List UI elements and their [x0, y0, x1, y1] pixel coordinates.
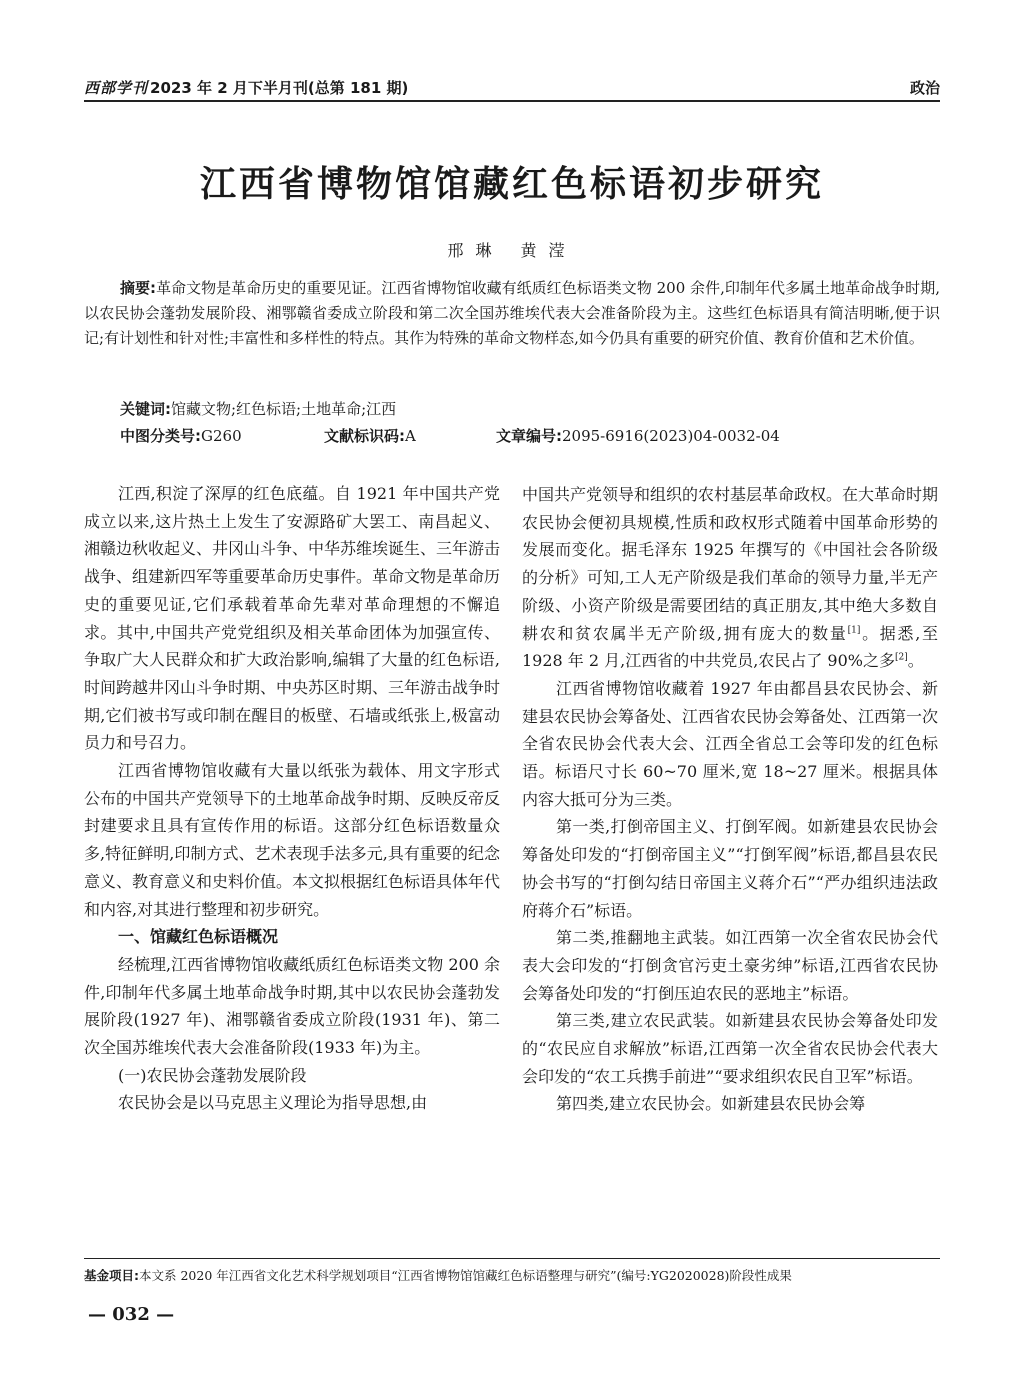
citation[interactable]: [2] [894, 652, 908, 663]
header-rule [84, 100, 940, 102]
article-title: 江西省博物馆馆藏红色标语初步研究 [199, 164, 824, 205]
paragraph: 第四类,建立农民协会。如新建县农民协会筹 [556, 1094, 866, 1114]
footnote-text: 本文系 2020 年江西省文化艺术科学规划项目“江西省博物馆馆藏红色标语整理与研究”(编号:YG2020028)阶段性成果 [139, 1268, 792, 1283]
paragraph: 江西省博物馆收藏着 1927 年由都昌县农民协会、新建县农民协会筹备处、江西省农民协会筹备处、江西第一次全省农民协会代表大会、江西全省总工会等印发的红色标语。标语尺寸长 60~70 厘米,宽 18~27 厘米。根据具体内容大抵可分为三类。 [522, 678, 939, 809]
paragraph: 经梳理,江西省博物馆收藏纸质红色标语类文物 200 余件,印制年代多属土地革命战争时期,其中以农民协会蓬勃发展阶段(1927 年)、湘鄂赣省委成立阶段(1931 年)、第二次全国苏维埃代表大会准备阶段(1933 年)为主。 [84, 954, 500, 1058]
paragraph: 江西,积淀了深厚的红色底蕴。自 1921 年中国共产党成立以来,这片热土上发生了安源路矿大罢工、南昌起义、湘赣边秋收起义、井冈山斗争、中华苏维埃诞生、三年游击战争、组建新四军等重要革命历史事件。革命文物是革命历史的重要见证,它们承载着革命先辈对革命理想的不懈追求。其中,中国共产党党组织及相关革命团体为加强宣传、争取广大人民群众和扩大政治影响,编辑了大量的红色标语,时间跨越井冈山斗争时期、中央苏区时期、三年游击战争时期,它们被书写或印制在醒目的板壁、石墙或纸张上,极富动员力和号召力。 [84, 484, 501, 753]
paragraph: 农民协会是以马克思主义理论为指导思想,由 [118, 1093, 428, 1113]
section-heading: 一、馆藏红色标语概况 [118, 927, 279, 947]
keywords-text: 馆藏文物;红色标语;土地革命;江西 [171, 400, 397, 418]
document-code: 文献标识码:A [324, 427, 416, 445]
paragraph: 第一类,打倒帝国主义、打倒军阀。如新建县农民协会筹备处印发的“打倒帝国主义”“打倒军阀”标语,都昌县农民协会书写的“打倒勾结日帝国主义蒋介石”“严办组织违法政府蒋介石”标语。 [522, 817, 938, 920]
section-label: 政治 [909, 79, 940, 97]
footnote-rule [84, 1258, 940, 1259]
keywords [120, 398, 396, 419]
funding-footnote [84, 1266, 944, 1284]
journal-info [84, 77, 408, 98]
journal-logo: 西部学刊 [84, 79, 149, 97]
keywords-label: 关键词: [120, 400, 171, 418]
paragraph: 第三类,建立农民武装。如新建县农民协会筹备处印发的“农民应自求解放”标语,江西第一次全省农民协会代表大会印发的“农工兵携手前进”“要求组织农民自卫军”标语。 [522, 1011, 938, 1086]
issue-info: 2023 年 2 月下半月刊(总第 181 期) [150, 79, 409, 97]
citation[interactable]: [1] [847, 625, 861, 636]
footnote-label: 基金项目: [84, 1268, 139, 1283]
body-right-column [522, 481, 938, 1118]
subsection-heading: (一)农民协会蓬勃发展阶段 [118, 1065, 307, 1085]
abstract-text: 革命文物是革命历史的重要见证。江西省博物馆收藏有纸质红色标语类文物 200 余件,印制年代多属土地革命战争时期,以农民协会蓬勃发展阶段、湘鄂赣省委成立阶段和第二次全国苏维埃代表大会准备阶段为主。这些红色标语具有简洁明晰,便于识记;有计划性和针对性;丰富性和多样性的特点。其作为特殊的革命文物样态,如今仍具有重要的研究价值、教育价值和艺术价值。 [84, 279, 940, 347]
clc-code: 中图分类号:G260 [120, 427, 242, 445]
abstract [84, 276, 940, 351]
running-header [84, 72, 940, 98]
paragraph: 第二类,推翻地主武装。如江西第一次全省农民协会代表大会印发的“打倒贪官污吏土豪劣绅”标语,江西省农民协会筹备处印发的“打倒压迫农民的恶地主”标语。 [522, 928, 938, 1003]
paragraph: 江西省博物馆收藏有大量以纸张为载体、用文字形式公布的中国共产党领导下的土地革命战争时期、反映反帝反封建要求且具有宣传作用的标语。这部分红色标语数量众多,特征鲜明,印制方式、艺术表现手法多元,具有重要的纪念意义、教育意义和史料价值。本文拟根据红色标语具体年代和内容,对其进行整理和初步研究。 [84, 761, 501, 919]
body-left-column [84, 480, 500, 1117]
page-number: — 032 — [88, 1304, 175, 1325]
abstract-label: 摘要: [120, 279, 157, 297]
paragraph: 中国共产党领导和组织的农村基层革命政权。在大革命时期农民协会便初具规模,性质和政权形式随着中国革命形势的发展而变化。据毛泽东 1925 年撰写的《中国社会各阶级的分析》可知,工人无产阶级是我们革命的领导力量,半无产阶级、小资产阶级是需要团结的真正朋友,其中绝大多数自耕农和贫农属半无产阶级,拥有庞大的数量[1]。据悉,至 1928 年 2 月,江西省的中共党员,农民占了 90%之多[2]。 [522, 485, 939, 671]
article-number: 文章编号:2095-6916(2023)04-0032-04 [496, 427, 780, 445]
article-authors: 邢琳 黄滢 [447, 241, 577, 260]
